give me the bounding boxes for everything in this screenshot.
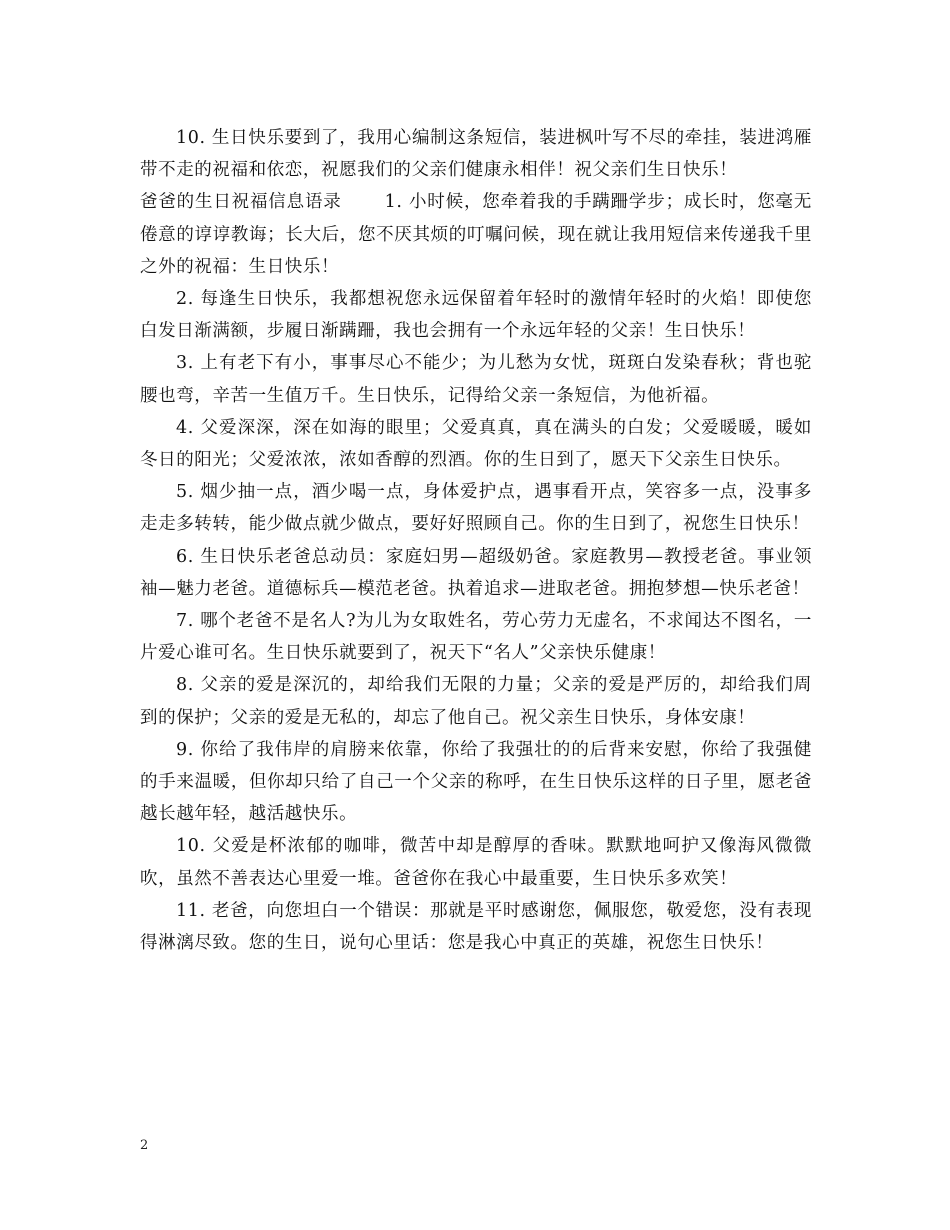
page-number: 2 [140,1138,149,1153]
paragraph-10: 9. 你给了我伟岸的肩膀来依靠，你给了我强壮的的后背来安慰，你给了我强健的手来温暖，但你却只给了自己一个父亲的称呼，在生日快乐这样的日子里，愿老爸越长越年轻，越活越快乐。 [140,739,812,825]
paragraph-12: 11. 老爸，向您坦白一个错误：那就是平时感谢您，佩服您，敬爱您，没有表现得淋漓尽致。您的生日，说句心里话：您是我心中真正的英雄，祝您生日快乐！ [140,900,812,954]
paragraph-6: 5. 烟少抽一点，酒少喝一点，身体爱护点，遇事看开点，笑容多一点，没事多走走多转转，能少做点就少做点，要好好照顾自己。你的生日到了，祝您生日快乐！ [140,482,812,535]
paragraph-8: 7. 哪个老爸不是名人?为儿为女取姓名，劳心劳力无虚名，不求闻达不图名，一片爱心谁可名。生日快乐就要到了，祝天下“名人”父亲快乐健康！ [140,611,812,664]
paragraph-9: 8. 父亲的爱是深沉的，却给我们无限的力量；父亲的爱是严厉的，却给我们周到的保护；父亲的爱是无私的，却忘了他自己。祝父亲生日快乐，身体安康！ [140,675,812,728]
paragraph-7: 6. 生日快乐老爸总动员：家庭妇男—超级奶爸。家庭教男—教授老爸。事业领袖—魅力老爸。道德标兵—模范老爸。执着追求—进取老爸。拥抱梦想—快乐老爸！ [140,546,812,599]
paragraph-5: 4. 父爱深深，深在如海的眼里；父爱真真，真在满头的白发；父爱暖暖，暖如冬日的阳光；父爱浓浓，浓如香醇的烈酒。你的生日到了，愿天下父亲生日快乐。 [140,417,812,471]
paragraph-3: 2. 每逢生日快乐，我都想祝您永远保留着年轻时的激情年轻时的火焰！即使您白发日渐满额，步履日渐蹒跚，我也会拥有一个永远年轻的父亲！生日快乐！ [140,289,812,342]
paragraph-4: 3. 上有老下有小，事事尽心不能少；为儿愁为女忧，斑斑白发染春秋；背也驼腰也弯，辛苦一生值万千。生日快乐，记得给父亲一条短信，为他祈福。 [140,353,812,406]
paragraph-2: 爸爸的生日祝福信息语录 1. 小时候，您牵着我的手蹒跚学步；成长时，您毫无倦意的谆谆教诲；长大后，您不厌其烦的叮嘱问候，现在就让我用短信来传递我千里之外的祝福：生日快乐！ [140,192,812,277]
paragraph-1: 10. 生日快乐要到了，我用心编制这条短信，装进枫叶写不尽的牵挂，装进鸿雁带不走的祝福和依恋，祝愿我们的父亲们健康永相伴！祝父亲们生日快乐！ [140,128,812,181]
paragraph-11: 10. 父爱是杯浓郁的咖啡，微苦中却是醇厚的香味。默默地呵护又像海风微微吹，虽然不善表达心里爱一堆。爸爸你在我心中最重要，生日快乐多欢笑！ [140,836,812,889]
document-body [140,122,812,959]
